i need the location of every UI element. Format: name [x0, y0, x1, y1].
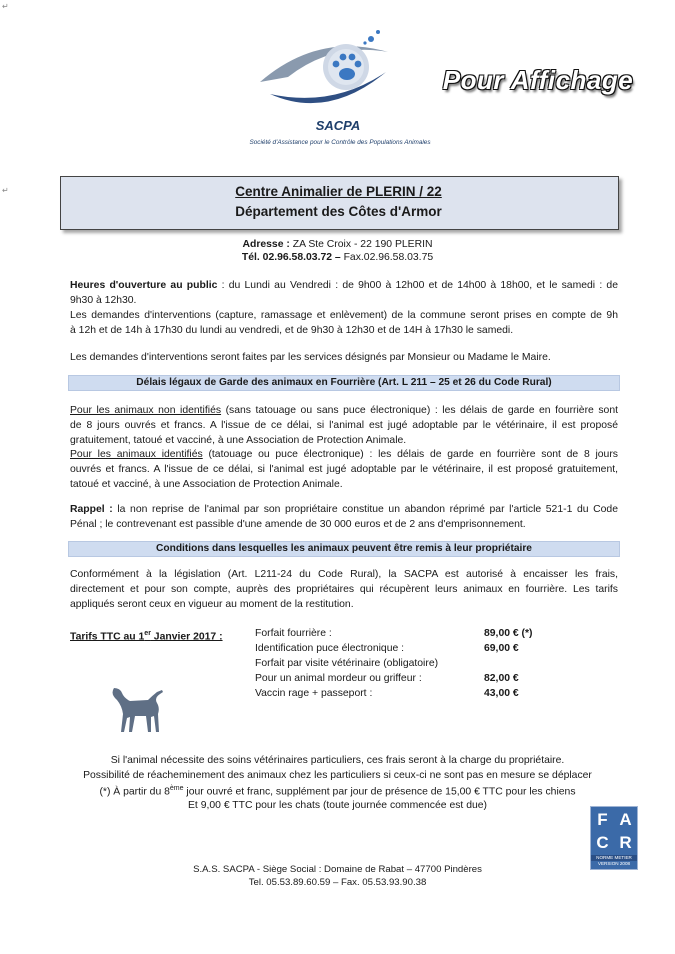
tarif-price: 43,00 €	[484, 688, 519, 699]
eye-paw-logo-icon	[258, 22, 398, 122]
margin-mark: ↵	[2, 186, 9, 195]
page-subtitle: Département des Côtes d'Armor	[235, 204, 442, 219]
footer-phone: Tel. 05.53.89.60.59 – Fax. 05.53.93.90.38	[248, 877, 427, 888]
margin-mark: ↵	[2, 2, 9, 11]
tarif-item: Identification puce électronique :	[255, 643, 405, 654]
phone-line: Tél. 02.96.58.03.72 – Fax.02.96.58.03.75	[241, 252, 434, 263]
brand-name: SACPA	[315, 118, 361, 133]
tarif-price: 89,00 € (*)	[484, 628, 533, 639]
facr-badge-icon	[590, 806, 638, 870]
identified-paragraph: Pour les animaux identifiés (tatouage ou puce électronique) : les délais de garde en fourrière sont de 8 jours ouvrés et francs. A l'issue de ce délai, si l'animal est jugé adoptable par le vétérinaire, il est proposé gratuitement, tatoué et vacciné, à une Association de Protection Animale.	[70, 449, 618, 490]
notes-line: Possibilité de réacheminement des animaux chez les particuliers si ceux-ci ne sont pas en mesure se déplacer	[83, 770, 592, 781]
tarif-price: 69,00 €	[484, 643, 519, 654]
facr-letter: A	[619, 810, 632, 829]
rappel-paragraph: Rappel : la non reprise de l'animal par son propriétaire constitue un abandon réprimé par l'article 521-1 du Code Pénal ; le contrevenant est passible d'une amende de 30 000 euros et de 2 ans d'emprisonnement.	[70, 504, 618, 530]
non-identified-paragraph: Pour les animaux non identifiés (sans tatouage ou sans puce électronique) : les délais de garde en fourrière sont de 8 jours ouvrés et francs. A l'issue de ce délai, si l'animal est jugé adoptable par le vétérinaire, il est proposé gratuitement, tatoué et vacciné, à une Association de Protection Animale.	[70, 405, 619, 446]
requests-paragraph: Les demandes d'interventions seront faites par les services désignés par Monsieur ou Madame le Maire.	[70, 352, 551, 363]
tarif-item: Forfait fourrière :	[255, 628, 332, 639]
tarif-item: Vaccin rage + passeport :	[255, 688, 373, 699]
facr-norm: NORME METIER	[591, 855, 637, 861]
brand-tagline: Société d'Assistance pour le Contrôle des Populations Animales	[249, 139, 431, 146]
notes-line: Et 9,00 € TTC pour les chats (toute journée commencée est due)	[188, 800, 487, 811]
facr-letter: R	[619, 833, 632, 852]
address-line: Adresse : ZA Ste Croix - 22 190 PLERIN	[242, 239, 433, 250]
pour-affichage-stamp: Pour Affichage	[442, 65, 634, 95]
tarif-item: Pour un animal mordeur ou griffeur :	[255, 673, 422, 684]
fourriere-delays-banner: Délais légaux de Garde des animaux en Fourrière (Art. L 211 – 25 et 26 du Code Rural)	[68, 375, 620, 391]
tarif-item: Forfait par visite vétérinaire (obligatoire)	[255, 658, 439, 669]
tarifs-label: Tarifs TTC au 1er Janvier 2017 :	[70, 630, 223, 643]
notes-line: (*) À partir du 8ème jour ouvré et franc, supplément par jour de présence de 15,00 € TTC pour les chiens	[99, 785, 576, 798]
facr-version: VERSION 2008	[597, 861, 631, 866]
tarif-price: 82,00 €	[484, 673, 519, 684]
conditions-paragraph: Conformément à la législation (Art. L211-24 du Code Rural), la SACPA est autorisé à encaisser les frais, directement et pour son compte, auprès des propriétaires qui récupèrent leurs animaux en fourrière. Les tarifs appliqués seront ceux en vigueur au moment de la restitution.	[70, 569, 618, 610]
page-title: Centre Animalier de PLERIN / 22	[235, 184, 442, 199]
footer-address: S.A.S. SACPA - Siège Social : Domaine de Rabat – 47700 Pindères	[193, 864, 482, 875]
restitution-conditions-banner: Conditions dans lesquelles les animaux peuvent être remis à leur propriétaire	[68, 541, 620, 557]
notes-line: Si l'animal nécessite des soins vétérinaires particuliers, ces frais seront à la charge du propriétaire.	[110, 755, 565, 766]
facr-letter: F	[597, 810, 608, 829]
dog-silhouette-icon	[108, 686, 164, 734]
facr-letter: C	[596, 833, 609, 852]
hours-paragraph: Heures d'ouverture au public : du Lundi au Vendredi : de 9h00 à 12h00 et de 14h00 à 18h00, et le samedi : de 9h30 à 12h30. Les demandes d'interventions (capture, ramassage et enlèvement) de la commune seront prises en compte de 9h à 12h et de 14h à 17h30 du lundi au vendredi, et de 9h30 à 12h30 et de 14H à 17h30 le samedi.	[70, 280, 618, 336]
